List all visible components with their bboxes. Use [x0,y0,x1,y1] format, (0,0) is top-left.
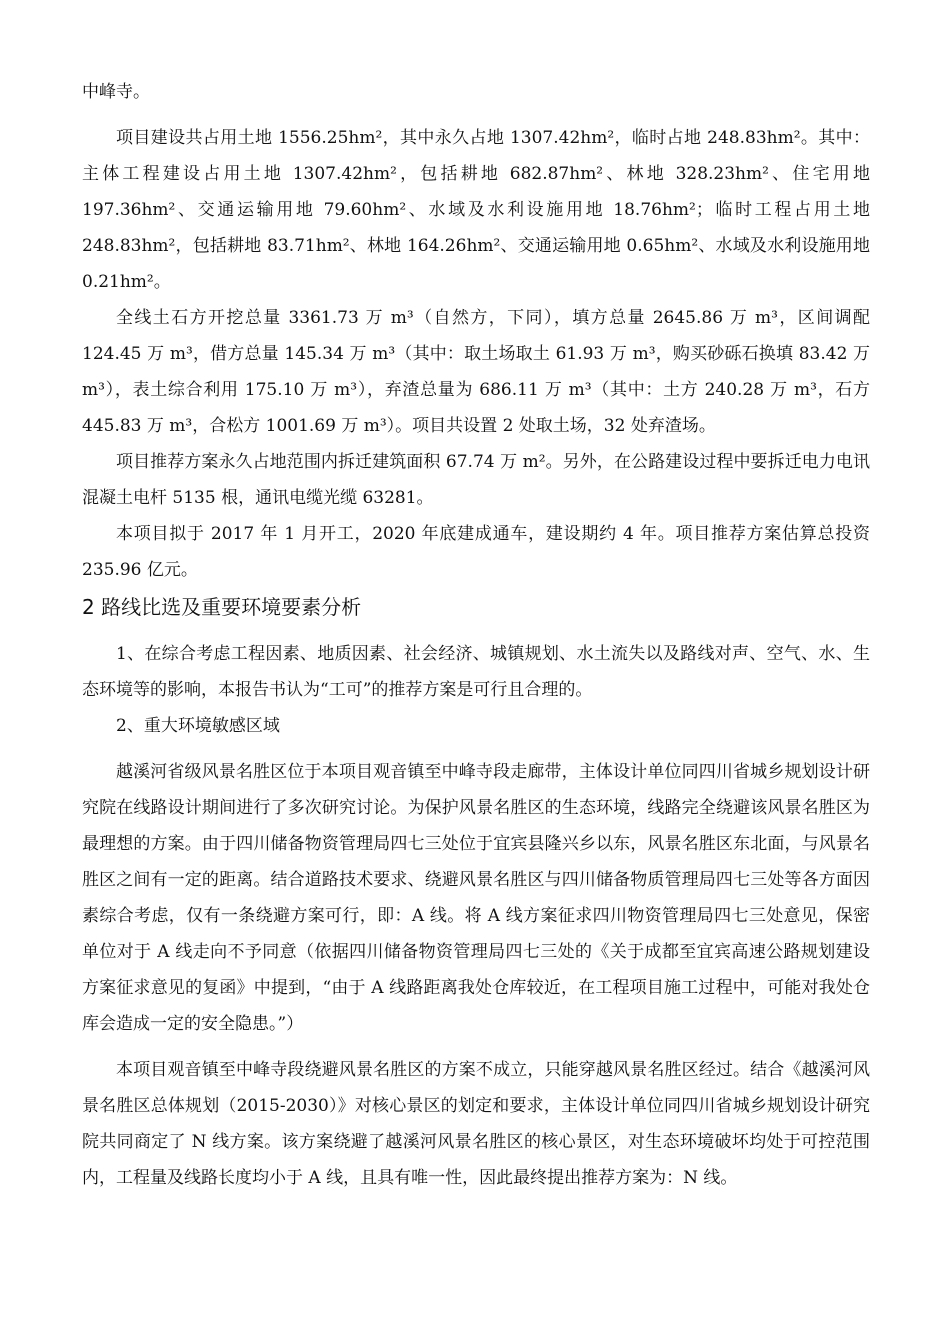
paragraph-demolition: 项目推荐方案永久占地范围内拆迁建筑面积 67.74 万 m²。另外，在公路建设过程中要拆迁电力电讯混凝土电杆 5135 根，通讯电缆光缆 63281。 [82,452,870,508]
paragraph-land-use: 项目建设共占用土地 1556.25hm²，其中永久占地 1307.42hm²，临时占地 248.83hm²。其中：主体工程建设占用土地 1307.42hm²，包括耕地 682.87hm²、林地 328.23hm²、住宅用地 197.36hm²、交通运输用地 79.60hm²、水域及水利设施用地 18.76hm²；临时工程占用土地 248.83hm²，包括耕地 83.71hm²、林地 164.26hm²、交通运输用地 0.65hm²、水域及水利设施用地 0.21hm²。 [82,128,870,292]
paragraph-schedule: 本项目拟于 2017 年 1 月开工，2020 年底建成通车，建设期约 4 年。项目推荐方案估算总投资 235.96 亿元。 [82,524,870,580]
paragraph-continuation: 中峰寺。 [82,82,150,102]
paragraph-scenic-area: 越溪河省级风景名胜区位于本项目观音镇至中峰寺段走廊带，主体设计单位同四川省城乡规划设计研究院在线路设计期间进行了多次研究讨论。为保护风景名胜区的生态环境，线路完全绕避该风景名胜区为最理想的方案。由于四川储备物资管理局四七三处位于宜宾县隆兴乡以东，风景名胜区东北面，与风景名胜区之间有一定的距离。结合道路技术要求、绕避风景名胜区与四川储备物质管理局四七三处等各方面因素综合考虑，仅有一条绕避方案可行，即：A 线。将 A 线方案征求四川物资管理局四七三处意见，保密单位对于 A 线走向不予同意（依据四川储备物资管理局四七三处的《关于成都至宜宾高速公路规划建设方案征求意见的复函》中提到，“由于 A 线路距离我处仓库较近，在工程项目施工过程中，可能对我处仓库会造成一定的安全隐患。”） [82,762,870,1034]
paragraph-route-comparison: 1、在综合考虑工程因素、地质因素、社会经济、城镇规划、水土流失以及路线对声、空气、水、生态环境等的影响，本报告书认为“工可”的推荐方案是可行且合理的。 [82,644,870,700]
paragraph-n-line: 本项目观音镇至中峰寺段绕避风景名胜区的方案不成立，只能穿越风景名胜区经过。结合《越溪河风景名胜区总体规划（2015-2030）》对核心景区的划定和要求，主体设计单位同四川省城乡规划设计研究院共同商定了 N 线方案。该方案绕避了越溪河风景名胜区的核心景区，对生态环境破坏均处于可控范围内，工程量及线路长度均小于 A 线，且具有唯一性，因此最终提出推荐方案为：N 线。 [82,1060,870,1188]
paragraph-sensitive-area-title: 2、重大环境敏感区域 [116,716,280,736]
document-page [82,74,870,1196]
section-heading: 2 路线比选及重要环境要素分析 [82,595,362,619]
paragraph-earthwork: 全线土石方开挖总量 3361.73 万 m³（自然方，下同），填方总量 2645.86 万 m³，区间调配 124.45 万 m³，借方总量 145.34 万 m³（其中：取土场取土 61.93 万 m³，购买砂砾石换填 83.42 万 m³），表土综合利用 175.10 万 m³），弃渣总量为 686.11 万 m³（其中：土方 240.28 万 m³，石方 445.83 万 m³，合松方 1001.69 万 m³）。项目共设置 2 处取土场，32 处弃渣场。 [82,308,870,436]
